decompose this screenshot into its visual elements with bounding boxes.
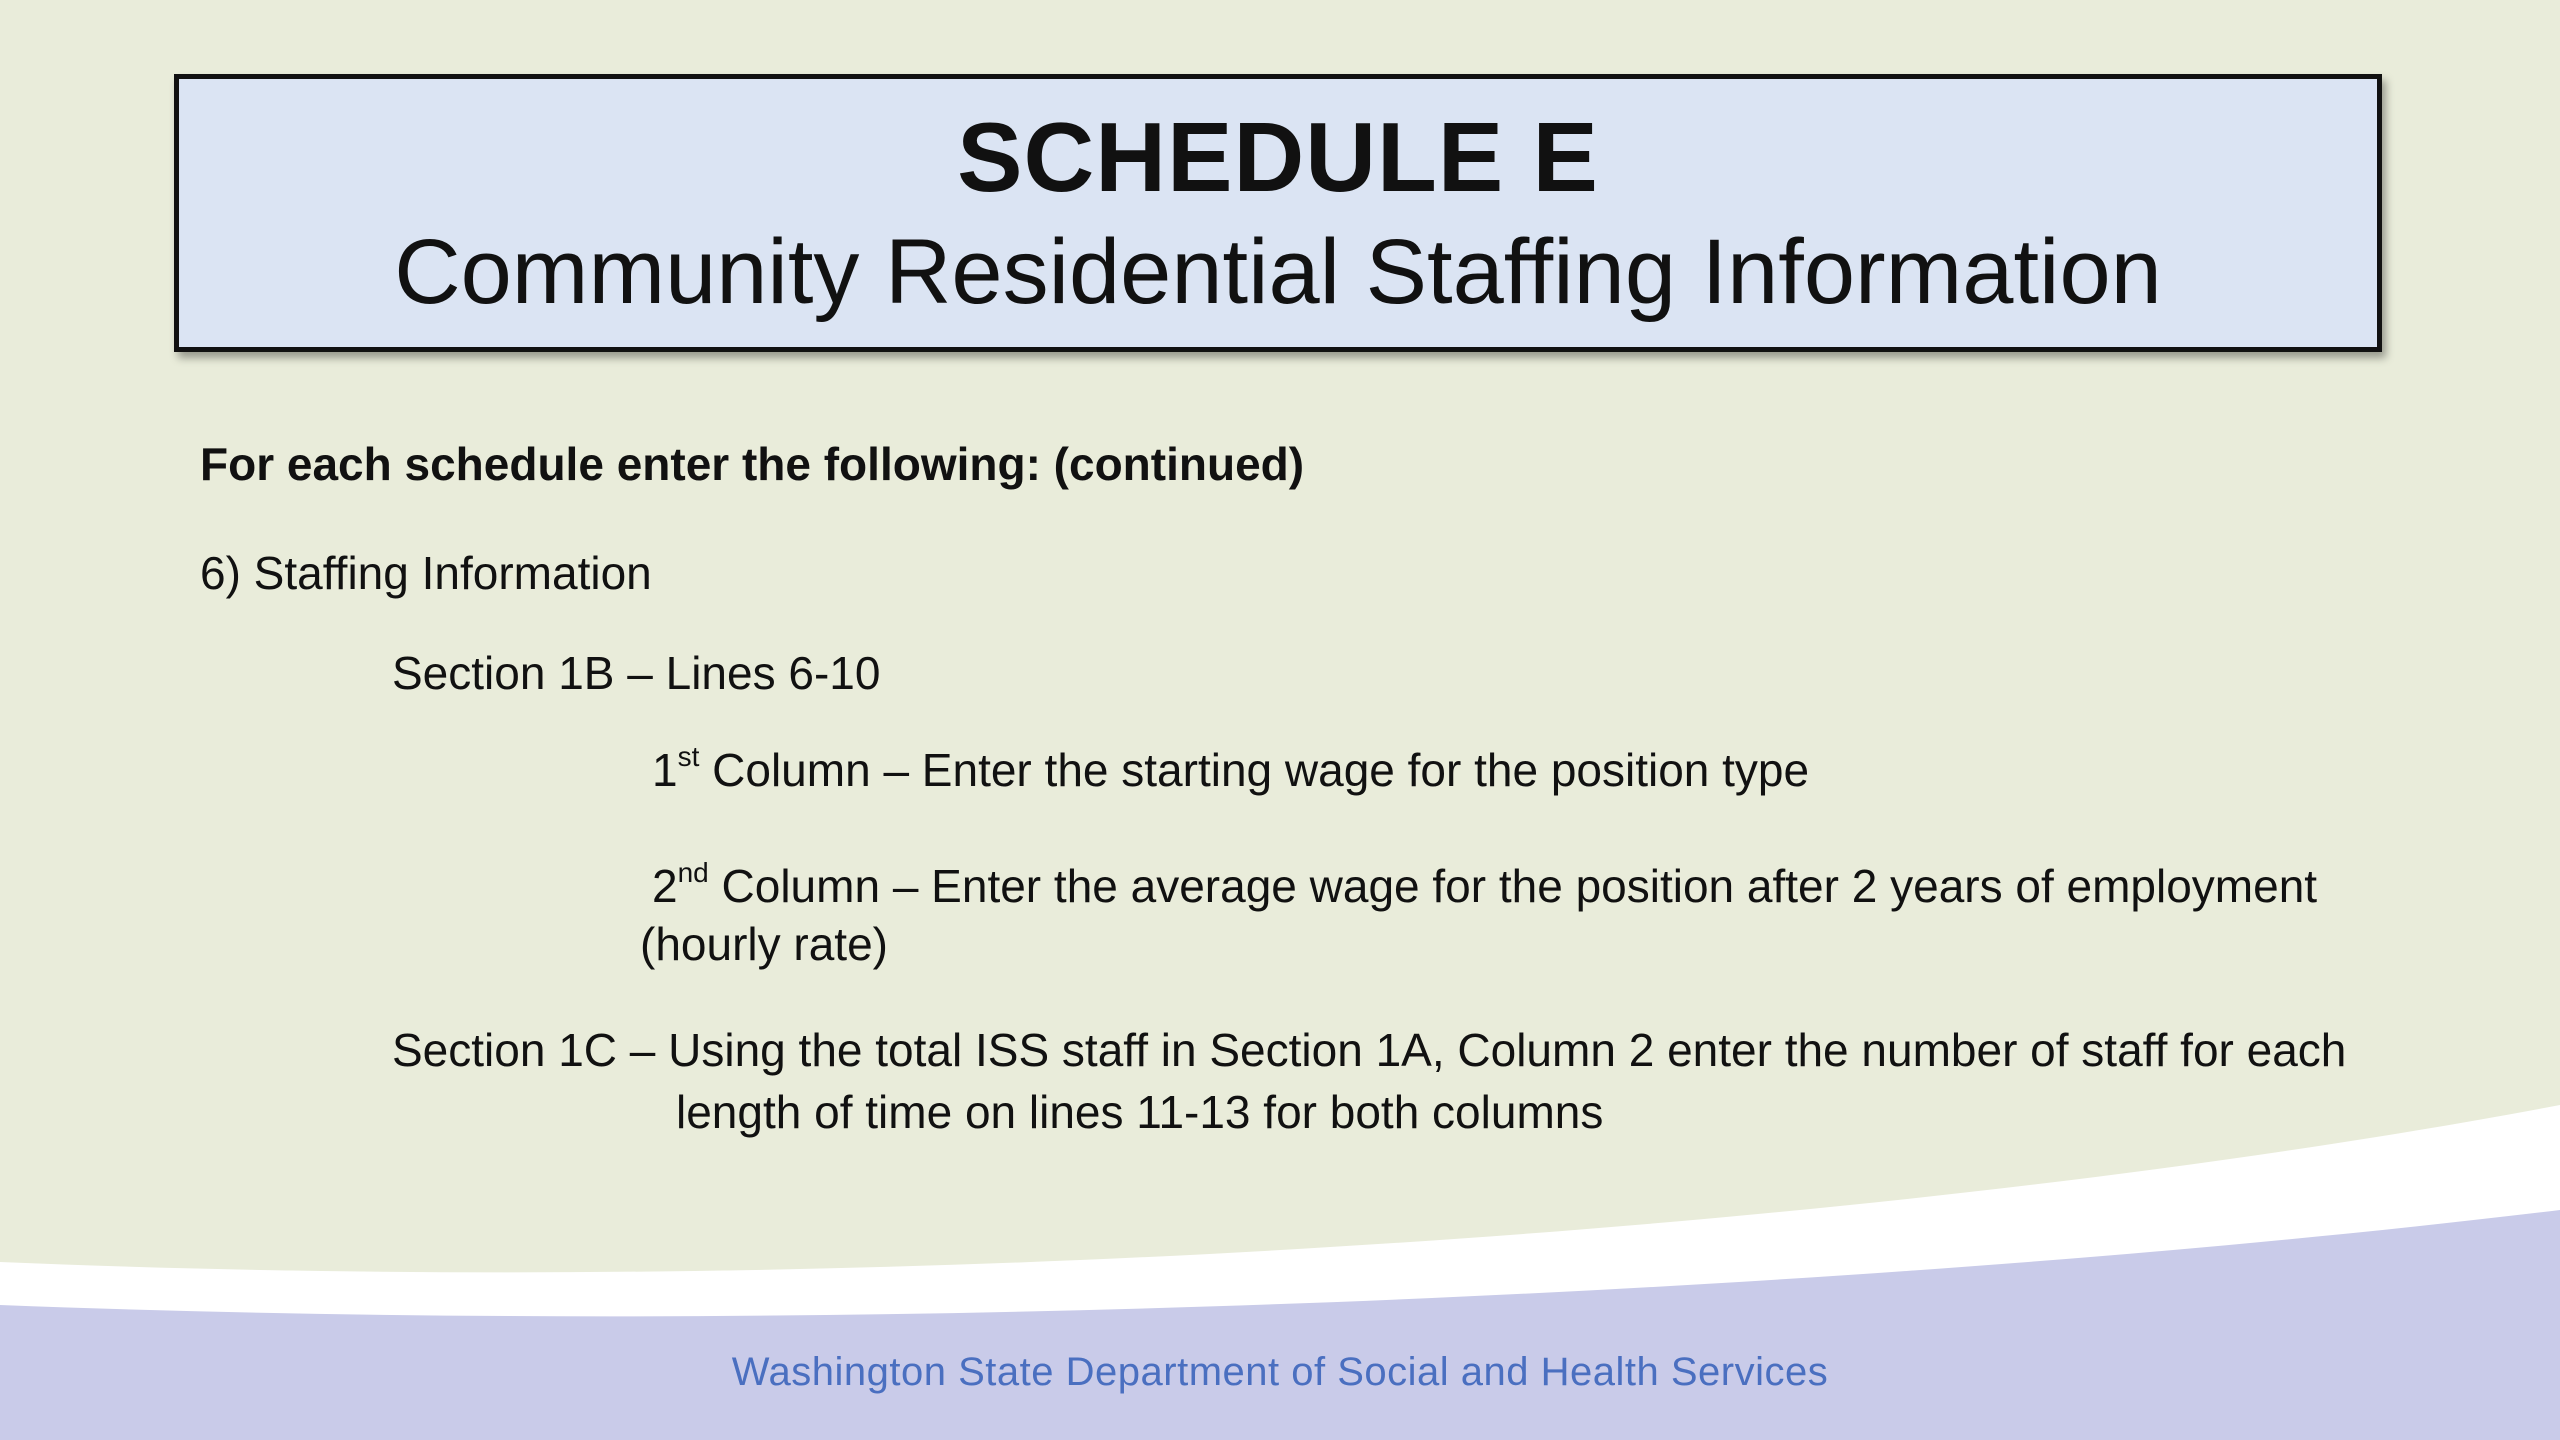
slide-title: SCHEDULE E (957, 102, 1599, 212)
column-2-instruction (652, 858, 2317, 916)
column-1-ordinal: 1 (652, 744, 678, 796)
column-2-ordinal-suffix: nd (677, 857, 709, 888)
column-2-ordinal: 2 (652, 860, 678, 912)
column-1-ordinal-suffix: st (677, 741, 700, 772)
intro-heading: For each schedule enter the following: (continued) (200, 438, 1305, 490)
column-1-text: Column – Enter the starting wage for the position type (699, 744, 1810, 796)
column-2-continuation: (hourly rate) (640, 918, 888, 970)
footer-organization-name: Washington State Department of Social and Health Services (731, 1350, 1829, 1394)
title-box (174, 74, 2382, 352)
item-6-heading: 6) Staffing Information (200, 547, 652, 599)
section-1b-heading: Section 1B – Lines 6-10 (392, 647, 881, 699)
section-1c-instruction: Section 1C – Using the total ISS staff in Section 1A, Column 2 enter the number of staff for each (392, 1024, 2347, 1076)
column-2-text: Column – Enter the average wage for the position after 2 years of employment (708, 860, 2318, 912)
slide-subtitle: Community Residential Staffing Information (394, 221, 2162, 323)
column-1-instruction (652, 742, 1809, 800)
section-1c-continuation: length of time on lines 11-13 for both columns (676, 1086, 1604, 1138)
